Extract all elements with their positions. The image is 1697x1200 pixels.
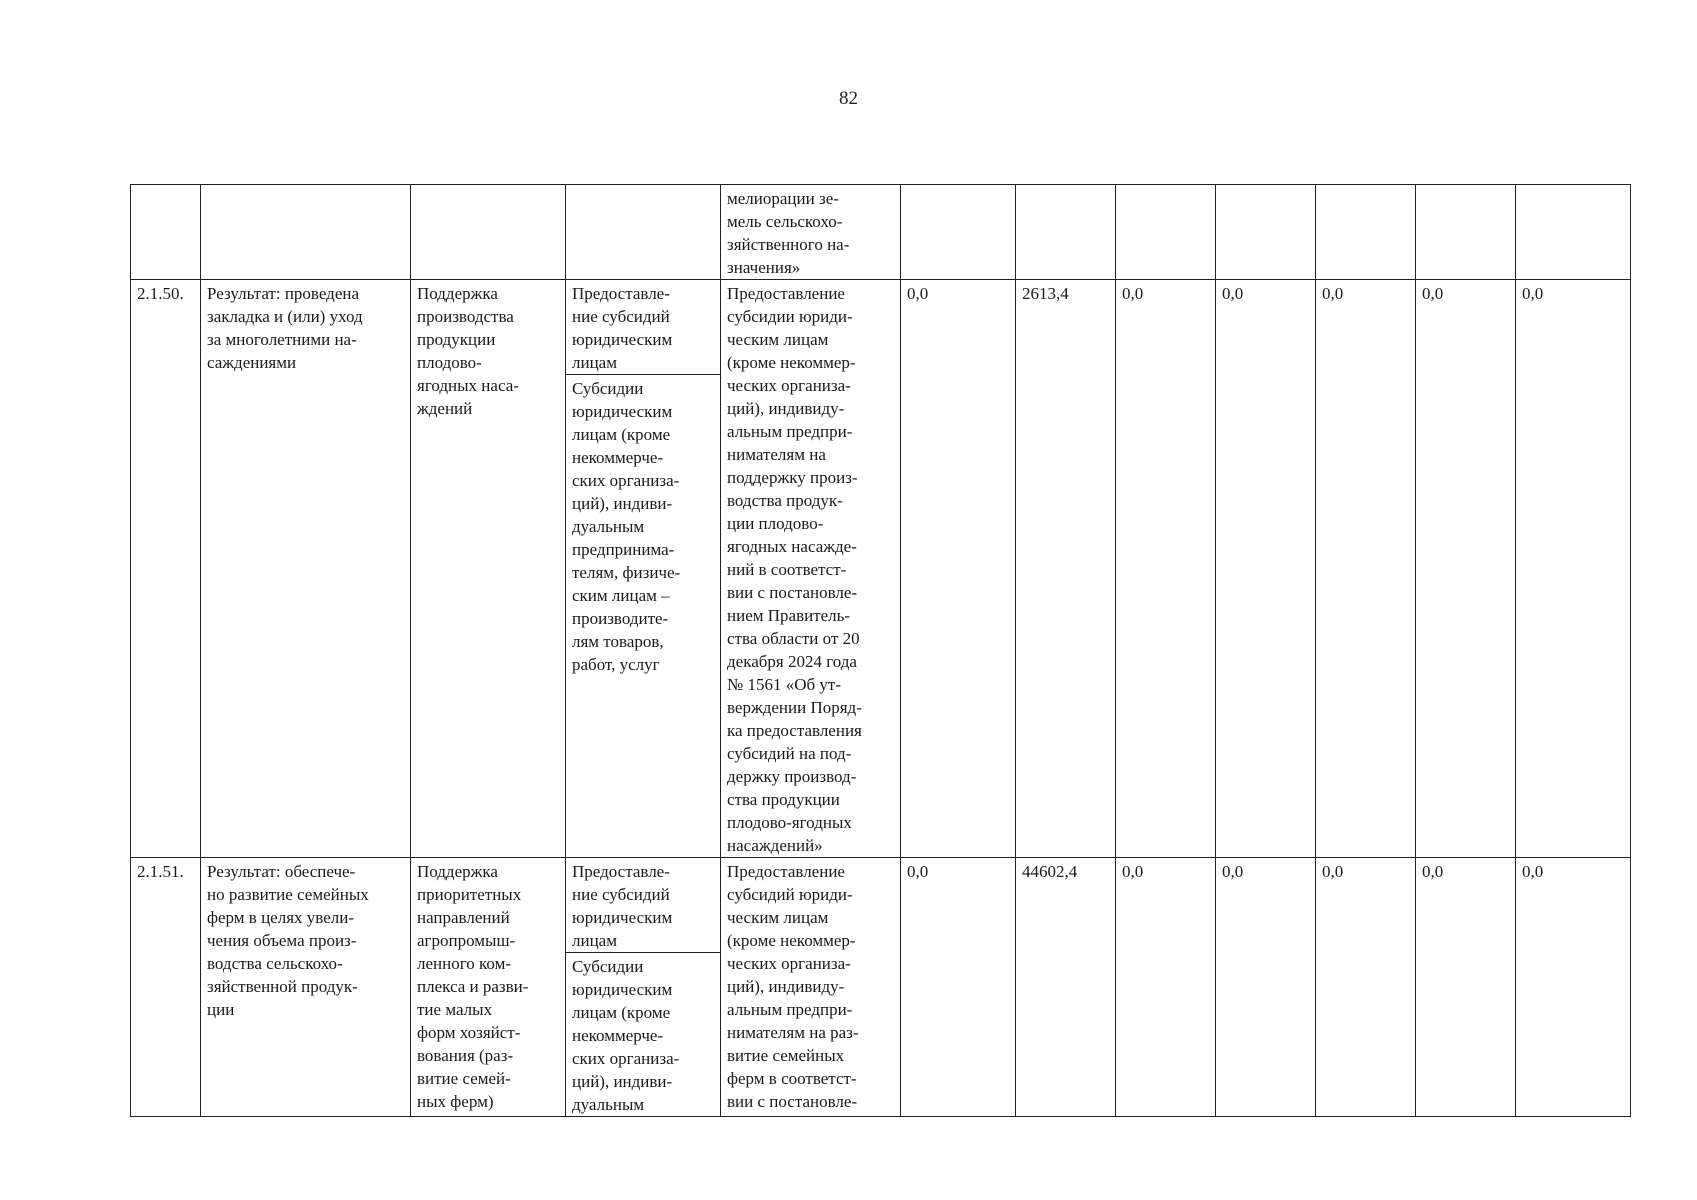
- table-cell: [1316, 185, 1416, 280]
- value-cell: 0,0: [1316, 858, 1416, 1117]
- table-cell: [566, 185, 721, 280]
- table-cell: [1016, 185, 1116, 280]
- value-cell: 0,0: [901, 280, 1016, 858]
- table-cell: [1216, 185, 1316, 280]
- result-cell: Результат: проведена закладка и (или) уход за многолетними на- саждениями: [201, 280, 411, 858]
- value-cell: 0,0: [1316, 280, 1416, 858]
- kind-top: Предоставле- ние субсидий юридическим лицам: [566, 858, 720, 953]
- value-cell: 0,0: [1516, 858, 1631, 1117]
- row-id: 2.1.51.: [131, 858, 201, 1117]
- value-cell: 0,0: [901, 858, 1016, 1117]
- table-row: [131, 858, 1631, 1117]
- value-cell: 0,0: [1116, 858, 1216, 1117]
- value-cell: 0,0: [1416, 280, 1516, 858]
- description-cell: Предоставление субсидий юриди- ческим лицам (кроме некоммер- ческих организа- ций), индивиду- альным предпри- нимателям на раз- витие семейных ферм в соответст- вии с постановле-: [721, 858, 901, 1117]
- table-cell: [1116, 185, 1216, 280]
- value-cell: 0,0: [1216, 858, 1316, 1117]
- direction-cell: Поддержка производства продукции плодово- ягодных наса- ждений: [411, 280, 566, 858]
- table-cell: [411, 185, 566, 280]
- value-cell: 44602,4: [1016, 858, 1116, 1117]
- row-id: 2.1.50.: [131, 280, 201, 858]
- value-cell: 0,0: [1416, 858, 1516, 1117]
- page-number: 82: [839, 88, 858, 109]
- kind-bottom: Субсидии юридическим лицам (кроме некоммерче- ских организа- ций), индиви- дуальным: [572, 957, 680, 1114]
- table-cell: [201, 185, 411, 280]
- value-cell: 0,0: [1516, 280, 1631, 858]
- table-cell: [131, 185, 201, 280]
- document-table: [130, 184, 1631, 1117]
- value-cell: 0,0: [1216, 280, 1316, 858]
- kind-cell: [566, 280, 721, 858]
- kind-bottom: Субсидии юридическим лицам (кроме некоммерче- ских организа- ций), индиви- дуальным предпринима- телям, физиче- ским лицам – производите- лям товаров, работ, услуг: [572, 379, 681, 674]
- table-cell: [1416, 185, 1516, 280]
- kind-top: Предоставле- ние субсидий юридическим лицам: [566, 280, 720, 375]
- description-cell: Предоставление субсидии юриди- ческим лицам (кроме некоммер- ческих организа- ций), индивиду- альным предпри- нимателям на поддержку произ- водства продук- ции плодово- ягодных насажде- ний в соответст- вии с постановле- нием Правитель- ства области от 20 декабря 2024 года № 1561 «Об ут- верждении Поряд- ка предоставления субсидий на под- держку производ- ства продукции плодово-ягодных насаждений»: [721, 280, 901, 858]
- value-cell: 0,0: [1116, 280, 1216, 858]
- table-cell: [901, 185, 1016, 280]
- table-cell: [1516, 185, 1631, 280]
- table-row: [131, 280, 1631, 858]
- table-cell: мелиорации зе- мель сельскохо- зяйственного на- значения»: [721, 185, 901, 280]
- direction-cell: Поддержка приоритетных направлений агропромыш- ленного ком- плекса и разви- тие малых форм хозяйст- вования (раз- витие семей- ных ферм): [411, 858, 566, 1117]
- value-cell: 2613,4: [1016, 280, 1116, 858]
- table-row-continuation: [131, 185, 1631, 280]
- kind-cell: [566, 858, 721, 1117]
- result-cell: Результат: обеспече- но развитие семейных ферм в целях увели- чения объема произ- водства сельскохо- зяйственной продук- ции: [201, 858, 411, 1117]
